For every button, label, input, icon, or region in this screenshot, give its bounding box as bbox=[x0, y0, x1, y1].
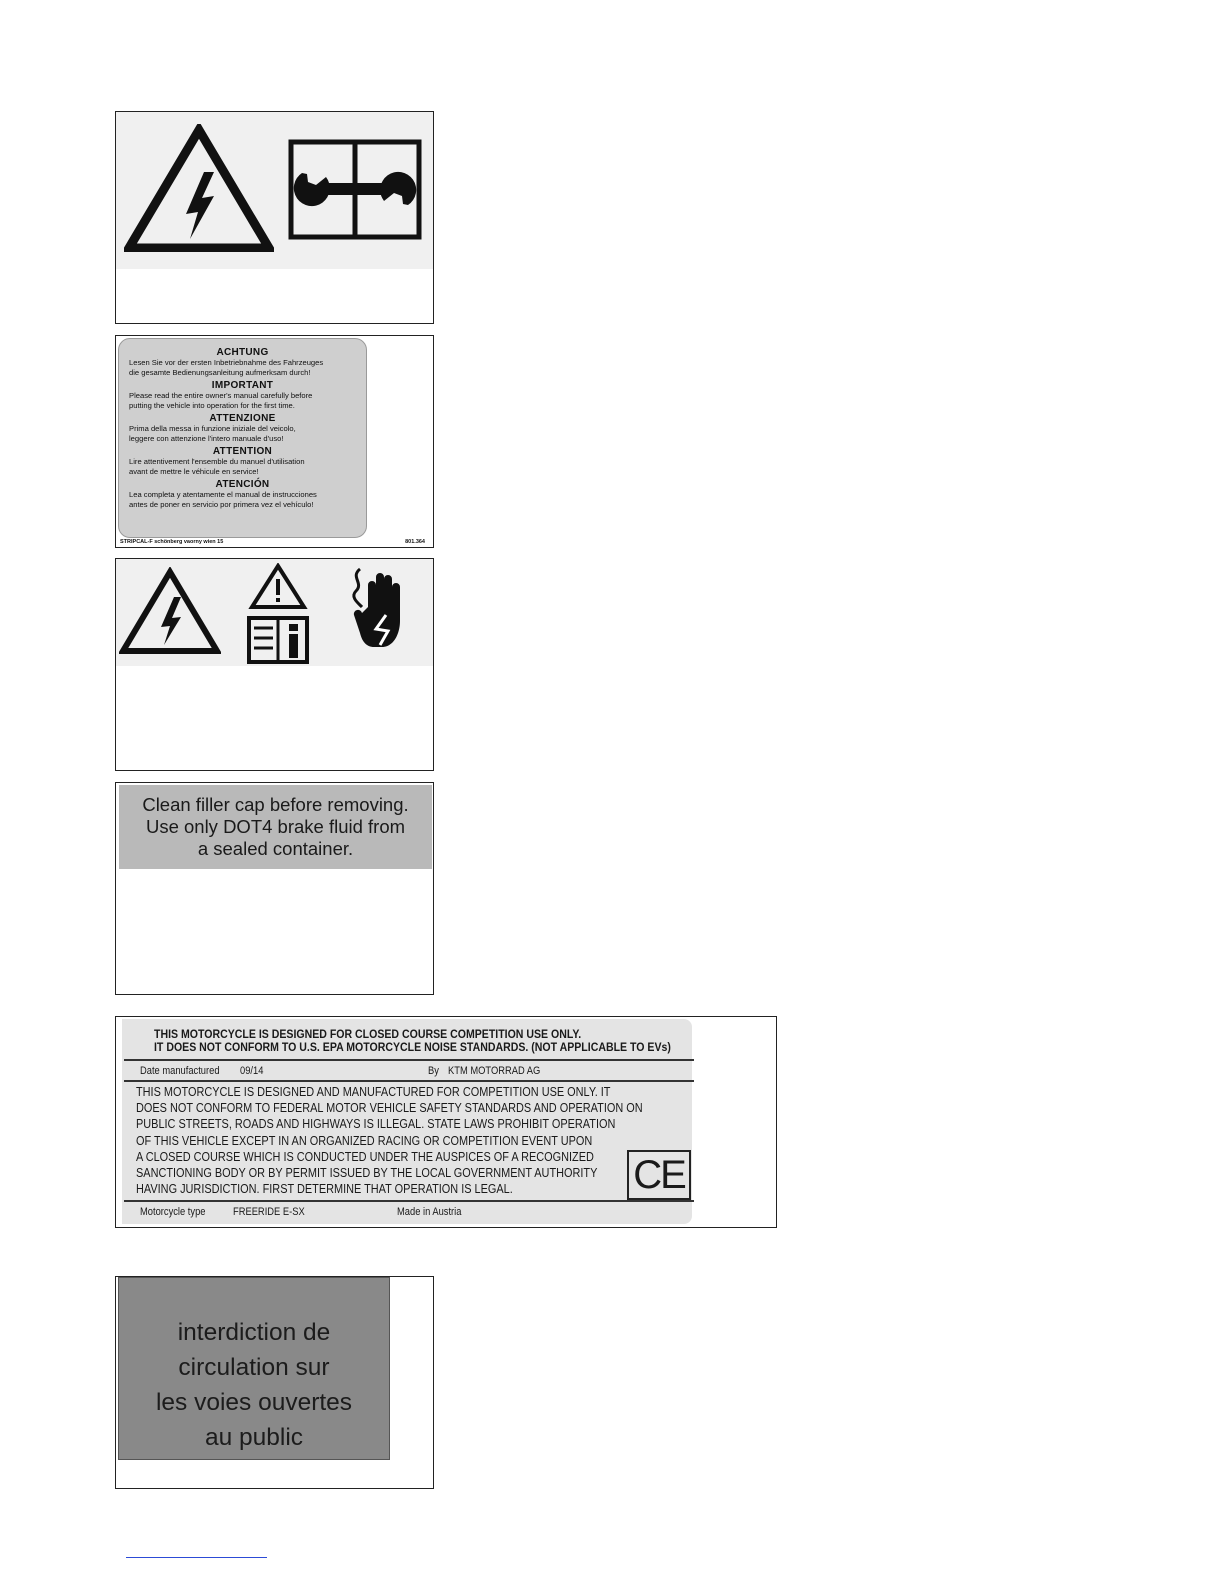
notice-footer bbox=[120, 539, 425, 545]
read-manual-warning-icon bbox=[246, 563, 310, 665]
divider bbox=[124, 1059, 694, 1061]
notice-text-it: Prima della messa in funzione iniziale del veicolo, leggere con attenzione l'intero manuale d'uso! bbox=[129, 424, 296, 443]
epa-header: THIS MOTORCYCLE IS DESIGNED FOR CLOSED COURSE COMPETITION USE ONLY. IT DOES NOT CONFORM TO U.S. EPA MOTORCYCLE NOISE STANDARDS. (NOT APPLICABLE TO EVs) bbox=[154, 1027, 671, 1054]
wrench-icon bbox=[288, 139, 422, 240]
french-line: au public bbox=[204, 1424, 304, 1451]
high-voltage-warning-icon bbox=[124, 124, 274, 252]
label-frame-french-restriction bbox=[115, 1276, 434, 1489]
epa-body-text: THIS MOTORCYCLE IS DESIGNED AND MANUFACTURED FOR COMPETITION USE ONLY. IT DOES NOT CONFORM TO FEDERAL MOTOR VEHICLE SAFETY STANDARDS AND OPERATION ON PUBLIC STREETS, ROADS AND HIGHWAYS IS ILLEGAL. STATE LAWS PROHIBIT OPERATION OF THIS VEHICLE EXCEPT IN AN ORGANIZED RACING OR COMPETITION EVENT UPON A CLOSED COURSE WHICH IS CONDUCTED UNDER THE AUSPICES OF A RECOGNIZED SANCTIONING BODY OR BY PERMIT ISSUED BY THE LOCAL GOVERNMENT AUTHORITY HAVING JURISDICTION. FIRST DETERMINE THAT OPERATION IS LEGAL. bbox=[136, 1084, 643, 1197]
footnote-separator bbox=[126, 1557, 267, 1558]
printer-credit: STRIPCAL-F schönberg vaorny wien 15 bbox=[120, 539, 224, 545]
french-line: interdiction de bbox=[177, 1319, 331, 1346]
brake-fluid-label bbox=[119, 785, 432, 869]
part-number: 801.364 bbox=[405, 539, 425, 545]
brake-fluid-line: Clean filler cap before removing. bbox=[142, 794, 409, 815]
motorcycle-type-value: FREERIDE E-SX bbox=[233, 1206, 305, 1218]
notice-heading-en: IMPORTANT bbox=[211, 380, 274, 391]
brake-fluid-line: Use only DOT4 brake fluid from bbox=[145, 816, 406, 837]
label-frame-read-manual bbox=[115, 335, 434, 548]
ce-mark: CE bbox=[627, 1150, 691, 1200]
notice-text-fr: Lire attentivement l'ensemble du manuel d'utilisation avant de mettre le véhicule en service! bbox=[129, 457, 305, 476]
french-line: les voies ouvertes bbox=[155, 1389, 353, 1416]
brake-fluid-line: a sealed container. bbox=[197, 838, 354, 859]
origin-label: Made in Austria bbox=[397, 1206, 462, 1218]
motorcycle-type-label: Motorcycle type bbox=[140, 1206, 206, 1218]
notice-heading-fr: ATTENTION bbox=[212, 446, 273, 457]
divider bbox=[124, 1080, 694, 1082]
divider bbox=[124, 1200, 694, 1202]
notice-text-es: Lea completa y atentamente el manual de instrucciones antes de poner en servicio por primera vez el vehículo! bbox=[129, 490, 317, 509]
epa-notice-label bbox=[122, 1019, 692, 1224]
label-frame-epa-notice bbox=[115, 1016, 777, 1228]
french-restriction-label bbox=[118, 1277, 390, 1460]
notice-heading-de: ACHTUNG bbox=[216, 347, 269, 358]
by-label: By bbox=[428, 1065, 439, 1077]
notice-heading-es: ATENCIÓN bbox=[215, 479, 270, 490]
high-voltage-warning-icon bbox=[119, 567, 221, 655]
label-frame-battery-warnings bbox=[115, 558, 434, 771]
date-manufactured-value: 09/14 bbox=[240, 1065, 264, 1077]
manufacturer-name: KTM MOTORRAD AG bbox=[448, 1065, 541, 1077]
notice-heading-it: ATTENZIONE bbox=[209, 413, 276, 424]
french-line: circulation sur bbox=[178, 1354, 330, 1381]
label-frame-brake-fluid bbox=[115, 782, 434, 995]
date-manufactured-label: Date manufactured bbox=[140, 1065, 220, 1077]
notice-text-en: Please read the entire owner's manual carefully before putting the vehicle into operation for the first time. bbox=[129, 391, 313, 410]
label-frame-voltage-service bbox=[115, 111, 434, 324]
electric-shock-hand-icon bbox=[346, 567, 418, 657]
multilingual-notice-plate bbox=[118, 338, 367, 538]
notice-text-de: Lesen Sie vor der ersten Inbetriebnahme des Fahrzeuges die gesamte Bedienungsanleitung aufmerksam durch! bbox=[129, 358, 324, 377]
